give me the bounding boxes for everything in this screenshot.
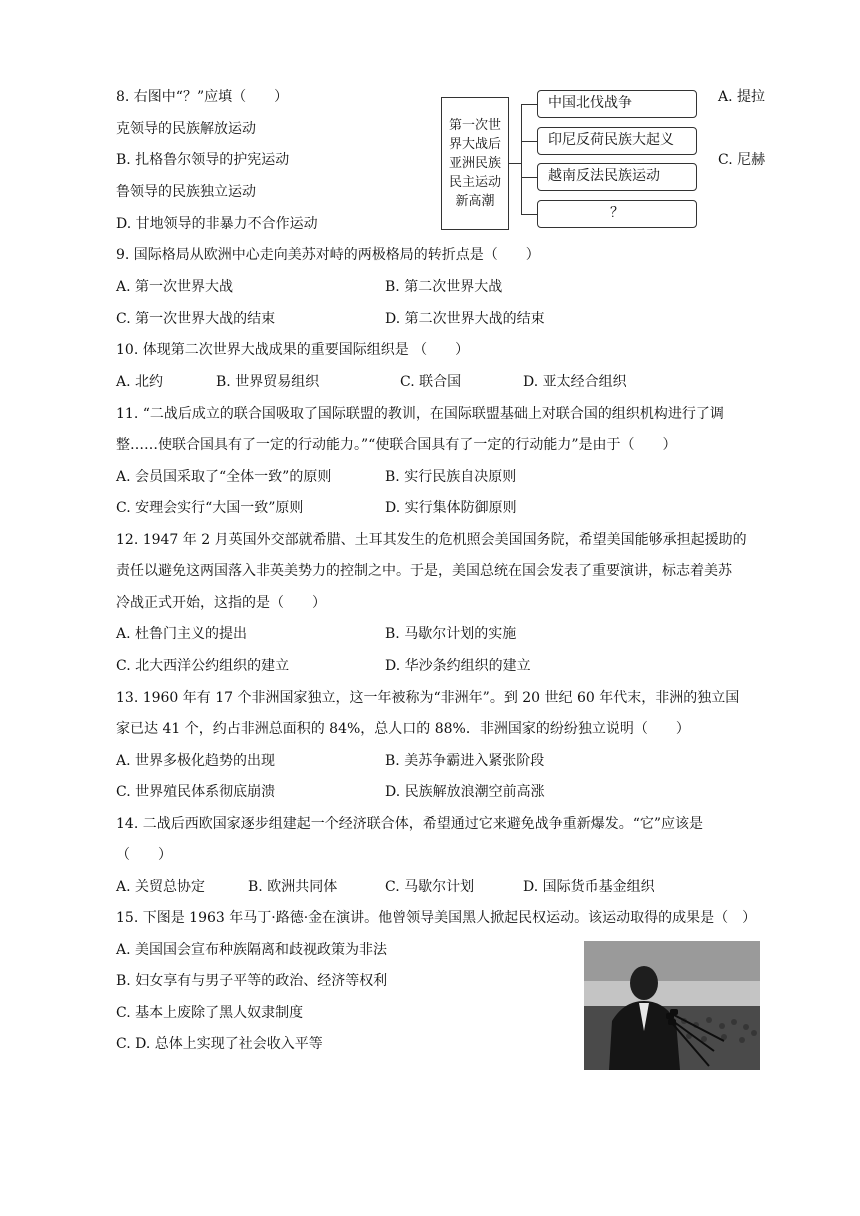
q12-stem-line1: 12. 1947 年 2 月英国外交部就希腊、土耳其发生的危机照会美国国务院，希望美国能够承担起援助的	[116, 532, 747, 548]
q11-stem-line1: 11. “二战后成立的联合国吸取了国际联盟的教训，在国际联盟基础上对联合国的组织机构进行了调	[116, 406, 724, 422]
diagram-topic-box	[441, 97, 509, 230]
diagram-bracket	[521, 104, 522, 214]
q10-option-c: C. 联合国	[400, 374, 462, 390]
q11-stem-line2: 整……使联合国具有了一定的行动能力。”“使联合国具有了一定的行动能力”是由于（ ）	[116, 437, 677, 453]
q13-stem-line1: 13. 1960 年有 17 个非洲国家独立，这一年被称为“非洲年”。到 20 世纪 60 年代末，非洲的独立国	[116, 690, 740, 706]
q13-stem-line2: 家已达 41 个，约占非洲总面积的 84%，总人口的 88%．非洲国家的纷纷独立说明（ ）	[116, 721, 690, 737]
q13-option-d: D. 民族解放浪潮空前高涨	[385, 784, 545, 800]
q10-option-b: B. 世界贸易组织	[216, 374, 320, 390]
q14-option-b: B. 欧洲共同体	[248, 879, 338, 895]
q12-stem-line2: 责任以避免这两国落入非英美势力的控制之中。于是，美国总统在国会发表了重要演讲，标志着美苏	[116, 563, 732, 579]
diagram-topic-line: 第一次世	[448, 118, 501, 133]
q12-stem-line3: 冷战正式开始，这指的是（ ）	[116, 595, 326, 611]
q9-option-a: A. 第一次世界大战	[116, 279, 234, 295]
diagram-topic-line: 界大战后	[448, 137, 501, 152]
diagram-item-box: 印尼反荷民族大起义	[537, 127, 697, 155]
diagram-item-box: 越南反法民族运动	[537, 163, 697, 191]
q12-option-c: C. 北大西洋公约组织的建立	[116, 658, 290, 674]
q8-option-a-continued: 克领导的民族解放运动	[116, 121, 256, 137]
q9-stem: 9. 国际格局从欧洲中心走向美苏对峙的两极格局的转折点是（ ）	[116, 247, 540, 263]
q15-option-c: C. 基本上废除了黑人奴隶制度	[116, 1005, 304, 1021]
q8-option-d: D. 甘地领导的非暴力不合作运动	[116, 216, 318, 232]
speech-photo	[584, 941, 760, 1070]
q13-option-a: A. 世界多极化趋势的出现	[116, 753, 276, 769]
q11-option-d: D. 实行集体防御原则	[385, 500, 517, 516]
q12-option-b: B. 马歇尔计划的实施	[385, 626, 517, 642]
q8-option-b: B. 扎格鲁尔领导的护宪运动	[116, 152, 290, 168]
diagram-item-box: 中国北伐战争	[537, 90, 697, 118]
q15-option-d: C. D. 总体上实现了社会收入平等	[116, 1036, 323, 1052]
q14-stem-line2: （ ）	[116, 847, 172, 863]
q14-stem-line1: 14. 二战后西欧国家逐步组建起一个经济联合体，希望通过它来避免战争重新爆发。“它”应该是	[116, 816, 704, 832]
q11-option-b: B. 实行民族自决原则	[385, 469, 517, 485]
diagram-connector	[509, 163, 521, 164]
q8-stem: 8. 右图中“？”应填（ ）	[116, 89, 289, 105]
q8-option-a-label: A. 提拉	[718, 89, 766, 105]
q15-option-b: B. 妇女享有与男子平等的政治、经济等权利	[116, 973, 388, 989]
q9-option-d: D. 第二次世界大战的结束	[385, 311, 545, 327]
diagram-topic-line: 亚洲民族	[448, 156, 501, 171]
q15-option-a: A. 美国国会宣布种族隔离和歧视政策为非法	[116, 942, 388, 958]
q8-option-c-continued: 鲁领导的民族独立运动	[116, 184, 256, 200]
q8-option-c-label: C. 尼赫	[718, 152, 766, 168]
q11-option-c: C. 安理会实行“大国一致”原则	[116, 500, 304, 516]
q12-option-d: D. 华沙条约组织的建立	[385, 658, 531, 674]
q14-option-d: D. 国际货币基金组织	[523, 879, 655, 895]
q9-option-c: C. 第一次世界大战的结束	[116, 311, 276, 327]
diagram-unknown-box: ？	[537, 200, 697, 228]
q11-option-a: A. 会员国采取了“全体一致”的原则	[116, 469, 332, 485]
q15-stem: 15. 下图是 1963 年马丁·路德·金在演讲。他曾领导美国黑人掀起民权运动。该运动取得的成果是（ ）	[116, 910, 757, 926]
q9-option-b: B. 第二次世界大战	[385, 279, 503, 295]
diagram-connector	[521, 104, 537, 105]
q12-option-a: A. 杜鲁门主义的提出	[116, 626, 248, 642]
q10-stem: 10. 体现第二次世界大战成果的重要国际组织是 （ ）	[116, 342, 470, 358]
q10-option-a: A. 北约	[116, 374, 164, 390]
q14-option-a: A. 关贸总协定	[116, 879, 206, 895]
diagram-connector	[521, 141, 537, 142]
diagram-topic-line: 民主运动	[448, 175, 501, 190]
diagram-connector	[521, 214, 537, 215]
diagram-topic-line: 新高潮	[455, 194, 495, 209]
speech-photo-illustration	[584, 941, 760, 1070]
q13-option-b: B. 美苏争霸进入紧张阶段	[385, 753, 545, 769]
q14-option-c: C. 马歇尔计划	[385, 879, 475, 895]
q10-option-d: D. 亚太经合组织	[523, 374, 627, 390]
q13-option-c: C. 世界殖民体系彻底崩溃	[116, 784, 276, 800]
diagram-connector	[521, 177, 537, 178]
